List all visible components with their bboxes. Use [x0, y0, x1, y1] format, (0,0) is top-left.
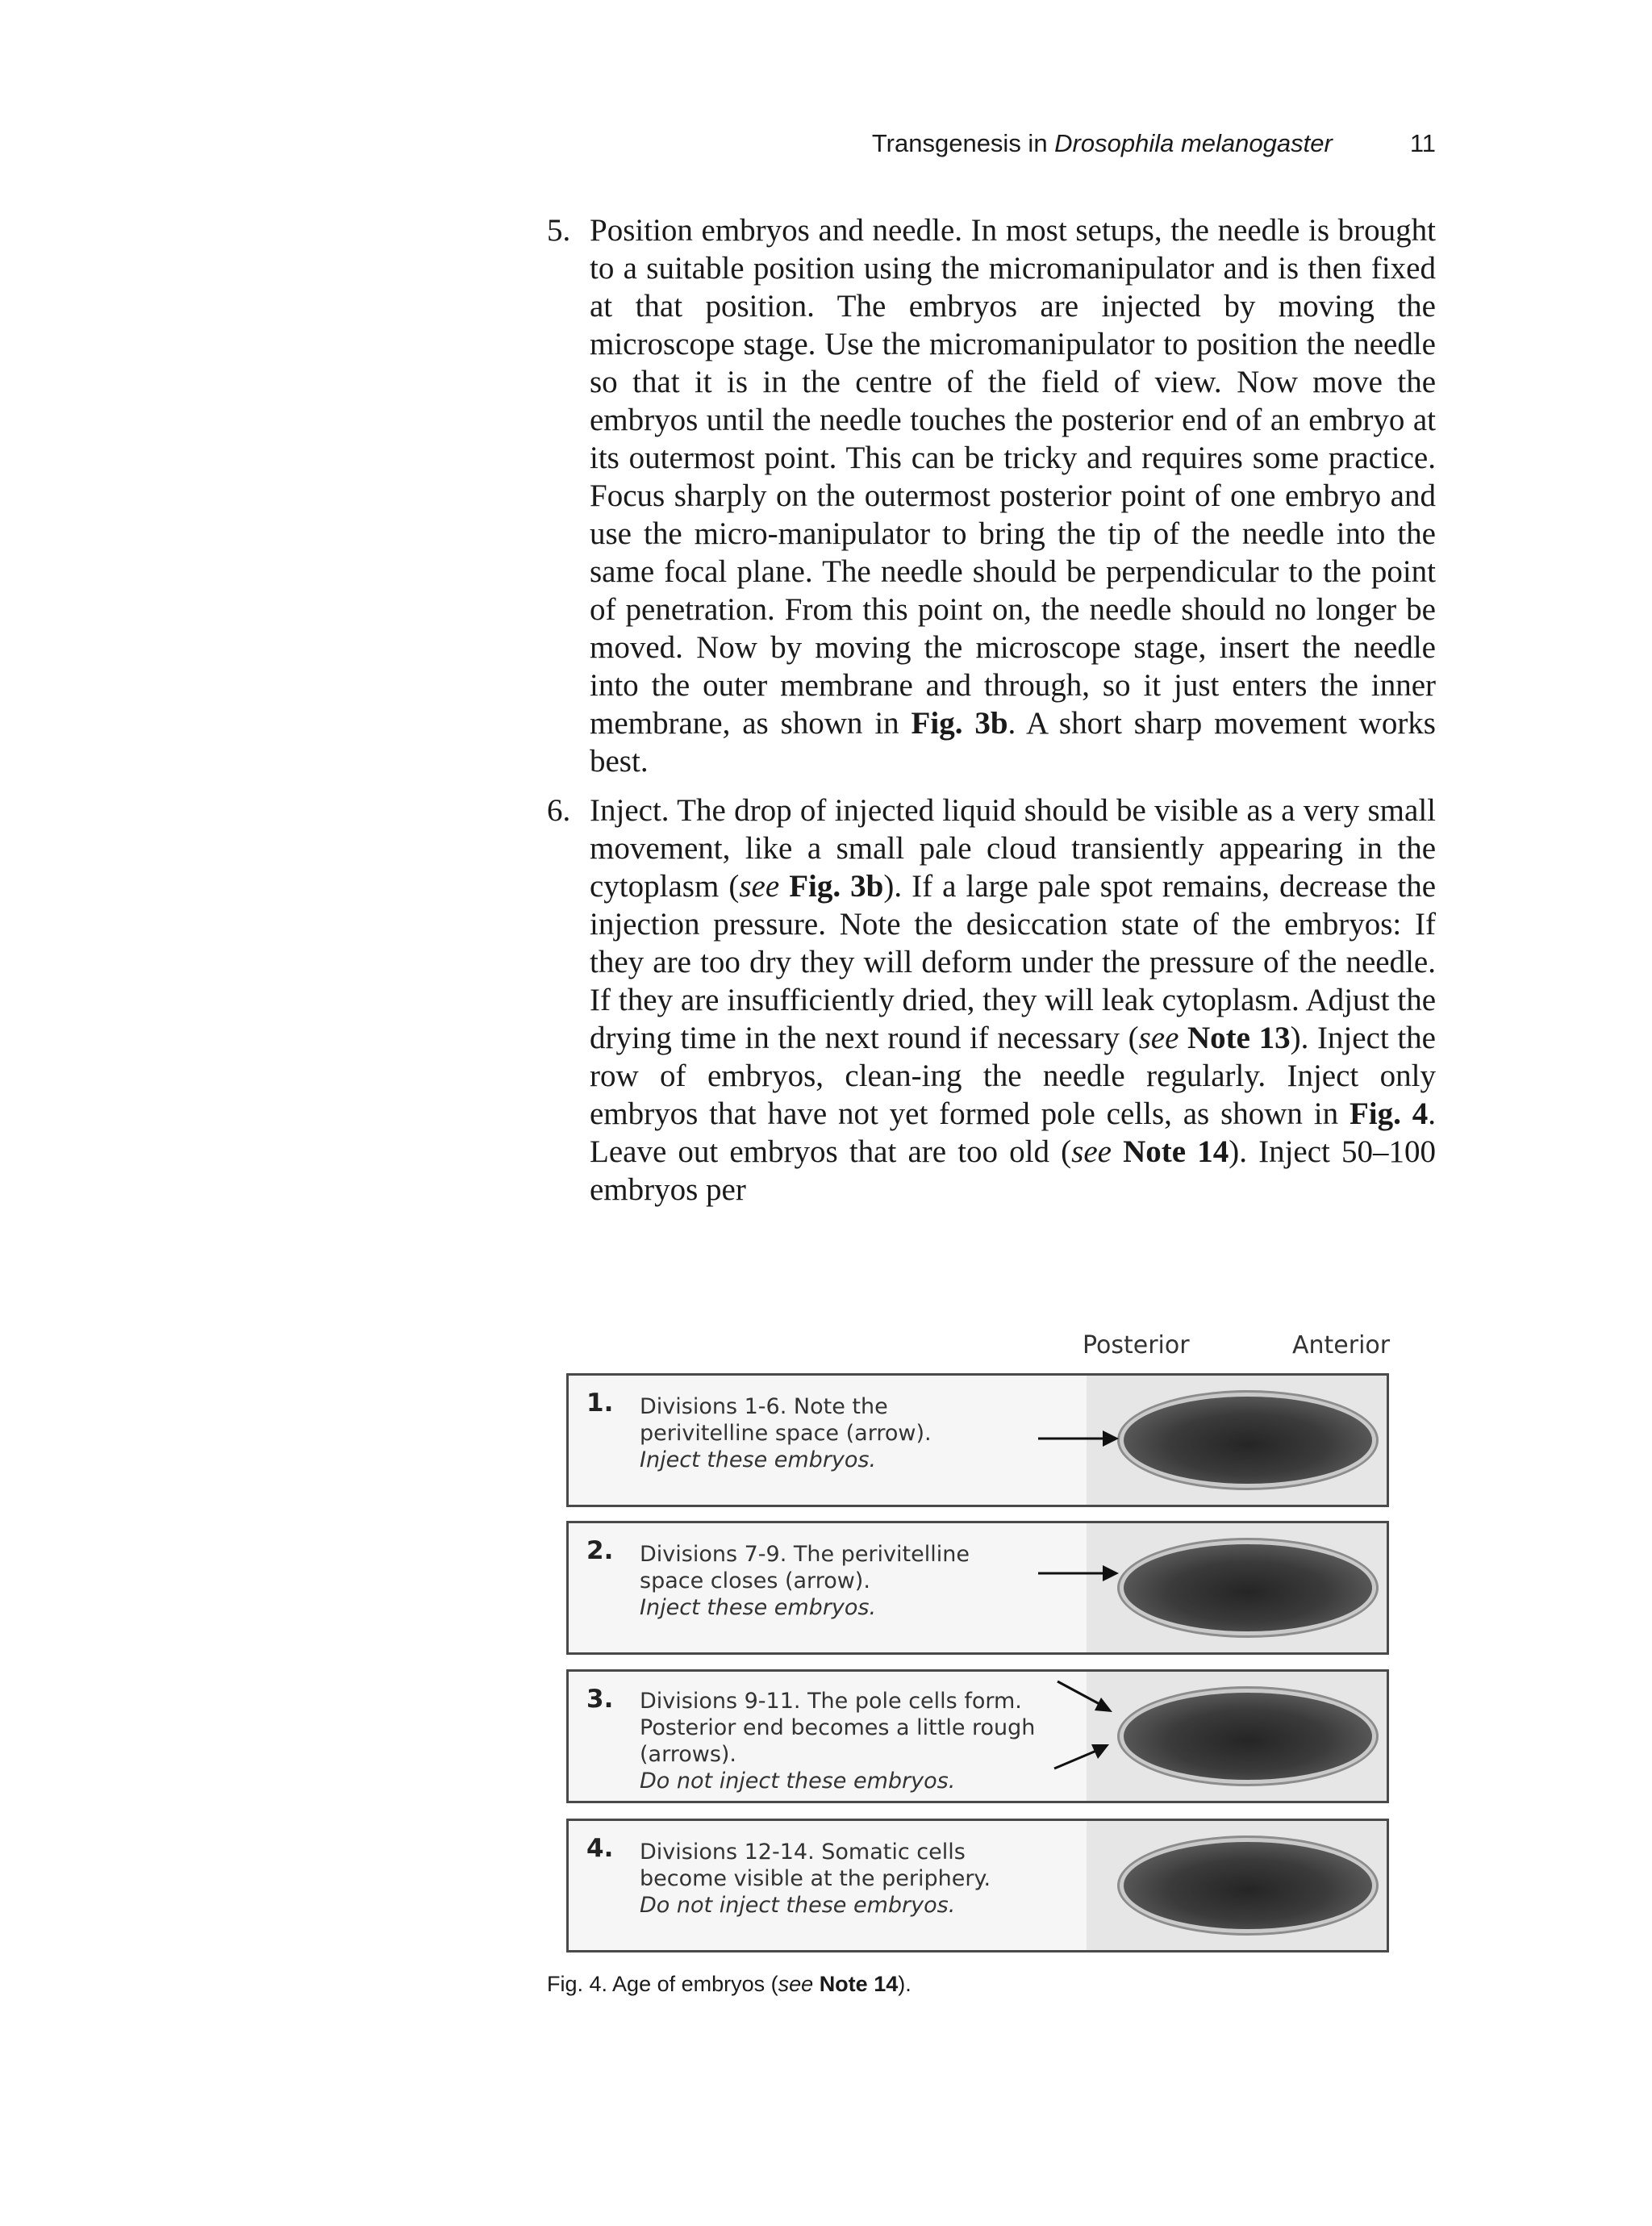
stage-number: 1.: [586, 1389, 614, 1418]
figure-reference: Fig. 4: [1349, 1096, 1429, 1131]
figure-caption: Fig. 4. Age of embryos (see Note 14).: [547, 1972, 912, 1996]
step-text: Inject. The drop of injected liquid should be visible as a very small movement, like a small pale cloud transiently appearing in the cytoplasm (see Fig. 3b). If a large pale spot remains, decrease the injection pressure. Note the desiccation state of the embryos: If they are too dry they will deform under the pressure of the needle. If they are insufficiently dried, they will leak cytoplasm. Adjust the drying time in the next round if necessary (see Note 13). Inject the row of embryos, clean-ing the needle regularly. Inject only embryos that have not yet formed pole cells, as shown in Fig. 4. Leave out embryos that are too old (see Note 14). Inject 50–100 embryos per: [590, 793, 1437, 1207]
embryo-image: [1124, 1693, 1372, 1780]
stage-panel-3: [566, 1669, 1389, 1803]
protocol-steps: [547, 211, 1436, 1220]
page-number: 11: [1409, 129, 1436, 157]
anterior-label: Anterior: [1292, 1331, 1391, 1359]
arrow-icon: [1035, 1422, 1124, 1455]
embryo-age-figure: [566, 1331, 1420, 1952]
running-title: Transgenesis in Drosophila melanogaster: [871, 129, 1333, 157]
embryo-image: [1124, 1397, 1372, 1484]
note-reference: Note 14: [1123, 1134, 1229, 1169]
stage-instruction: Inject these embryos.: [640, 1595, 877, 1620]
stage-panel-1: [566, 1373, 1389, 1507]
step-number: 5.: [547, 213, 571, 248]
stage-panel-2: [566, 1521, 1389, 1655]
stage-number: 3.: [586, 1685, 614, 1714]
figure-column-headers: [566, 1331, 1420, 1364]
stage-description: Divisions 9-11. The pole cells form. Posterior end becomes a little rough (arrows). Do not inject these embryos.: [640, 1689, 1036, 1794]
posterior-label: Posterior: [1083, 1331, 1190, 1359]
running-header: [807, 129, 1436, 158]
step-text: Position embryos and needle. In most setups, the needle is brought to a suitable position using the micromanipulator and is then fixed at that position. The embryos are injected by moving the microscope stage. Use the micromanipulator to position the needle so that it is in the centre of the field of view. Now move the embryos until the needle touches the posterior end of an embryo at its outermost point. This can be tricky and requires some practice. Focus sharply on the outermost posterior point of one embryo and use the micro-manipulator to bring the tip of the needle into the same focal plane. The needle should be perpendicular to the point of penetration. From this point on, the needle should no longer be moved. Now by moving the microscope stage, insert the needle into the outer membrane and through, so it just enters the inner membrane, as shown in Fig. 3b. A short sharp movement works best.: [590, 213, 1436, 779]
arrow-icon: [1053, 1677, 1117, 1717]
stage-description: Divisions 7-9. The perivitelline space closes (arrow). Inject these embryos.: [640, 1542, 970, 1620]
step-5: [547, 211, 1436, 780]
stage-description: Divisions 1-6. Note the perivitelline space (arrow). Inject these embryos.: [640, 1394, 932, 1472]
figure-reference: Fig. 3b: [789, 869, 884, 904]
stage-number: 4.: [586, 1834, 614, 1863]
embryo-image: [1124, 1544, 1372, 1631]
note-reference: Note 13: [1187, 1021, 1291, 1055]
stage-panel-4: [566, 1819, 1389, 1952]
stage-instruction: Do not inject these embryos.: [640, 1893, 956, 1918]
embryo-image: [1124, 1842, 1372, 1929]
note-reference: Note 14: [819, 1972, 899, 1996]
stage-description: Divisions 12-14. Somatic cells become visible at the periphery. Do not inject these embryos.: [640, 1840, 991, 1918]
figure-reference: Fig. 3b: [911, 706, 1008, 741]
step-number: 6.: [547, 793, 571, 828]
stage-number: 2.: [586, 1536, 614, 1565]
step-6: [547, 791, 1436, 1209]
arrow-icon: [1049, 1739, 1114, 1775]
arrow-icon: [1035, 1557, 1124, 1589]
species-name: Drosophila melanogaster: [1054, 129, 1333, 157]
stage-instruction: Do not inject these embryos.: [640, 1769, 956, 1794]
stage-instruction: Inject these embryos.: [640, 1447, 877, 1472]
